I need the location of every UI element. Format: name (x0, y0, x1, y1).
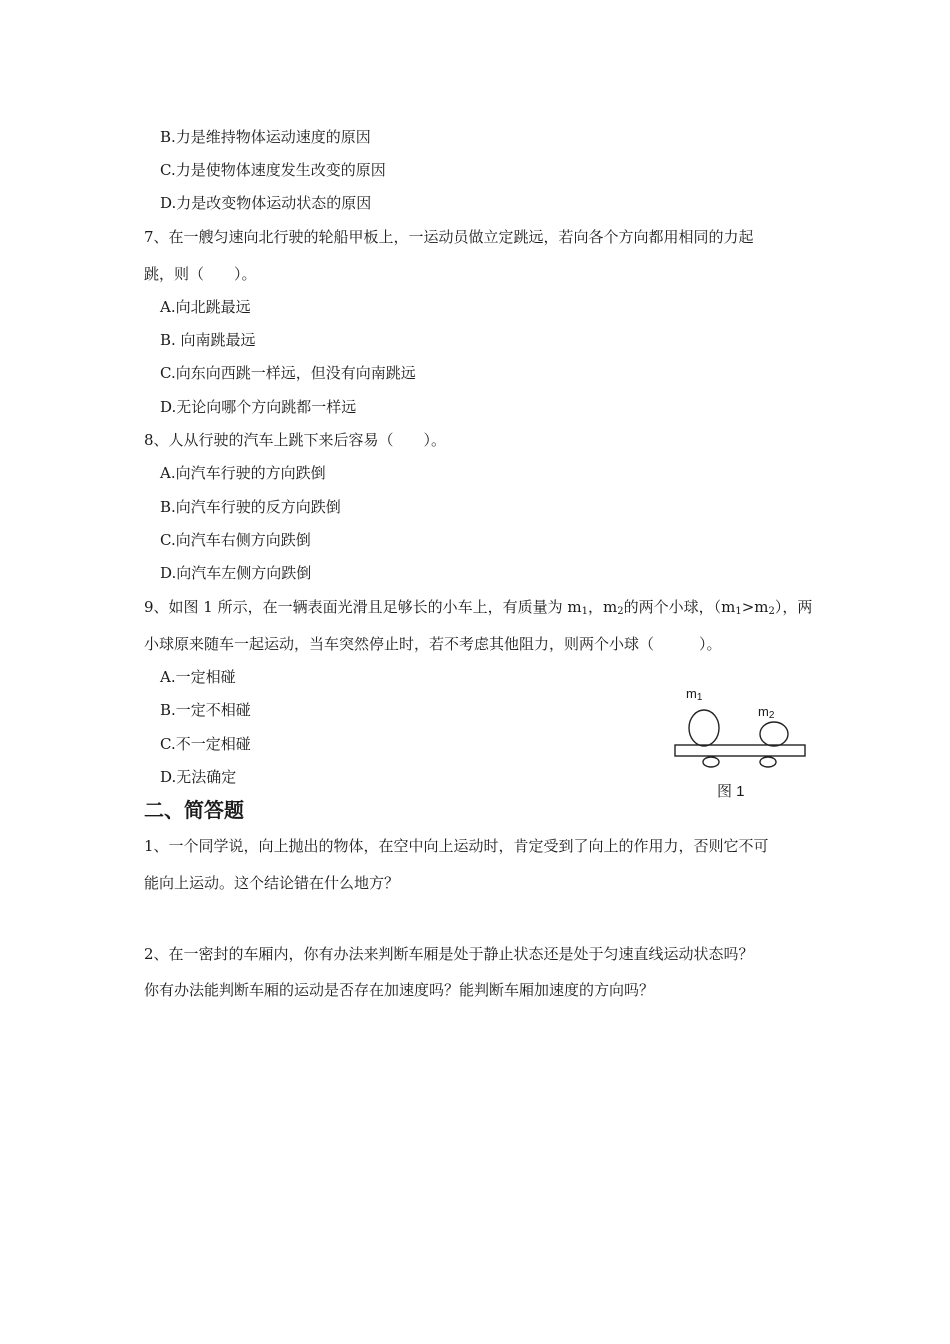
q9-option-d: D.无法确定 (160, 768, 237, 786)
q8-option-d: D.向汽车左侧方向跌倒 (160, 564, 312, 582)
q7-option-c: C.向东向西跳一样远，但没有向南跳远 (160, 364, 416, 382)
sa-q1-line2: 能向上运动。这个结论错在什么地方？ (144, 874, 400, 892)
q9-text-line1: 9、如图 1 所示，在一辆表面光滑且足够长的小车上，有质量为 $m_1$，$m_2$的两个小球，$(m_1>m_2)$，两 (144, 598, 813, 617)
q9-text-line2: 小球原来随车一起运动，当车突然停止时，若不考虑其他阻力，则两个小球（ ）。 (144, 635, 722, 653)
cart-board (675, 745, 805, 756)
sa-q2-line2: 你有办法能判断车厢的运动是否存在加速度吗？能判断车厢加速度的方向吗？ (144, 981, 655, 999)
q8-option-a: A.向汽车行驶的方向跌倒 (160, 464, 326, 482)
sa-q2-line1: 2、在一密封的车厢内，你有办法来判断车厢是处于静止状态还是处于匀速直线运动状态吗？ (144, 945, 754, 963)
label-m2: $m_2$ (758, 704, 775, 721)
q8-text: 8、人从行驶的汽车上跳下来后容易（ ）。 (144, 431, 447, 449)
label-m1: $m_1$ (686, 686, 703, 703)
section-heading: 二、简答题 (144, 798, 244, 822)
q7-option-b: B. 向南跳最远 (160, 331, 256, 349)
q9-option-a: A.一定相碰 (160, 668, 236, 686)
q8-option-c: C.向汽车右侧方向跌倒 (160, 531, 311, 549)
sa-q1-line1: 1、一个同学说，向上抛出的物体，在空中向上运动时，肯定受到了向上的作用力，否则它不可 (144, 837, 769, 855)
q6-option-d: D.力是改变物体运动状态的原因 (160, 194, 372, 212)
figure-caption: 图 1 (717, 783, 745, 800)
q9-option-c: C.不一定相碰 (160, 735, 251, 753)
q8-option-b: B.向汽车行驶的反方向跌倒 (160, 498, 341, 516)
ball-m2 (760, 722, 788, 746)
q6-option-b: B.力是维持物体运动速度的原因 (160, 128, 371, 146)
q7-text-line1: 7、在一艘匀速向北行驶的轮船甲板上，一运动员做立定跳远，若向各个方向都用相同的力起 (144, 228, 754, 246)
ball-m1 (689, 710, 719, 746)
wheel-right (760, 757, 776, 767)
q7-option-d: D.无论向哪个方向跳都一样远 (160, 398, 357, 416)
q7-option-a: A.向北跳最远 (160, 298, 251, 316)
q7-text-line2: 跳，则（ ）。 (144, 265, 257, 283)
q6-option-c: C.力是使物体速度发生改变的原因 (160, 161, 386, 179)
wheel-left (703, 757, 719, 767)
q9-option-b: B.一定不相碰 (160, 701, 251, 719)
